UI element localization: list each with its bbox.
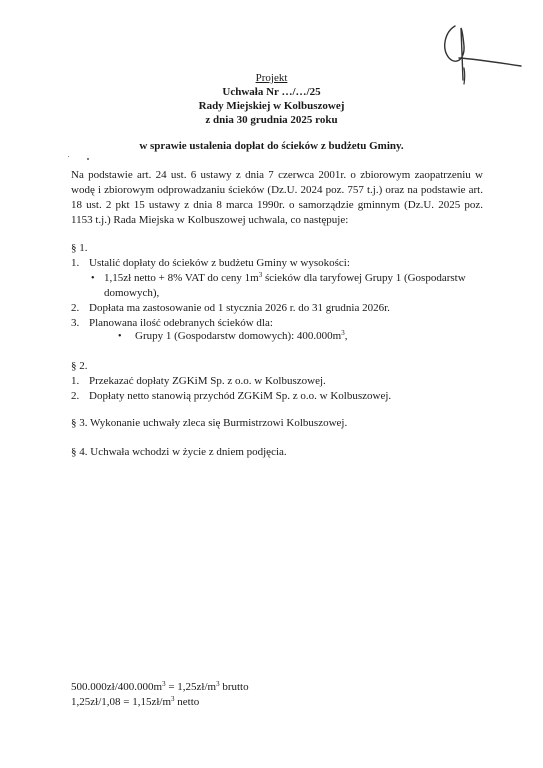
resolution-date: z dnia 30 grudnia 2025 roku (205, 114, 338, 126)
list-item-text: Przekazać dopłaty ZGKiM Sp. z o.o. w Kolbuszowej. (89, 375, 326, 387)
bullet-item-volume: Grupy 1 (Gospodarstw domowych): $400.000m^3$, (135, 329, 348, 342)
council-name: Rady Miejskiej w Kolbuszowej (198, 100, 345, 112)
list-number: 1. (71, 257, 80, 269)
list-number: 2. (71, 302, 80, 314)
list-item-text: Dopłaty netto stanowią przychód ZGKiM Sp. z o.o. w Kolbuszowej. (89, 390, 392, 402)
calculation-line-netto: 1,25zł/1,08 = $1,15zł/m^3$ netto (71, 695, 200, 708)
preamble-paragraph: Na podstawie art. 24 ust. 6 ustawy z dnia 7 czerwca 2001r. o zbiorowym zaopatrzeniu w wodę i zbiorowym odprowadzaniu ścieków (Dz.U. 2024 poz. 757 t.j.) oraz na podstawie art. 18 ust. 2 pkt 15 ustawy z dnia 8 marca 1990r. o samorządzie gminnym (Dz.U. 2025 poz. 1153 t.j.) Rada Miejska w Kolbuszowej uchwala, co następuje: (71, 169, 483, 226)
scan-speck (68, 156, 69, 157)
calculation-line-brutto: $500.000zł/400.000m^3$ = $1,25zł/m^3$ brutto (71, 680, 249, 693)
list-item-text: Dopłata ma zastosowanie od 1 stycznia 2026 r. do 31 grudnia 2026r. (89, 302, 390, 314)
bullet-icon: • (118, 331, 122, 342)
bullet-icon: • (91, 273, 95, 284)
list-item-text: Ustalić dopłaty do ścieków z budżetu Gminy w wysokości: (89, 257, 350, 269)
list-item-text: Planowana ilość odebranych ścieków dla: (89, 317, 273, 329)
resolution-number: Uchwała Nr …/…/25 (222, 86, 321, 98)
bullet-item-tariff: 1,15zł netto + 8% VAT do ceny $1m^3$ ścieków dla taryfowej Grupy 1 (Gospodarstw (104, 271, 466, 284)
section-3-text: § 3. Wykonanie uchwały zleca się Burmistrzowi Kolbuszowej. (71, 417, 348, 429)
scan-speck (87, 158, 89, 160)
bullet-item-tariff-cont: domowych), (104, 287, 160, 299)
list-number: 3. (71, 317, 80, 329)
section-2-heading: § 2. (71, 360, 88, 372)
projekt-label: Projekt (255, 72, 288, 84)
list-number: 1. (71, 375, 80, 387)
section-4-text: § 4. Uchwała wchodzi w życie z dniem podjęcia. (71, 446, 287, 458)
section-1-heading: § 1. (71, 242, 88, 254)
list-number: 2. (71, 390, 80, 402)
resolution-subject: w sprawie ustalenia dopłat do ścieków z budżetu Gminy. (139, 140, 404, 152)
